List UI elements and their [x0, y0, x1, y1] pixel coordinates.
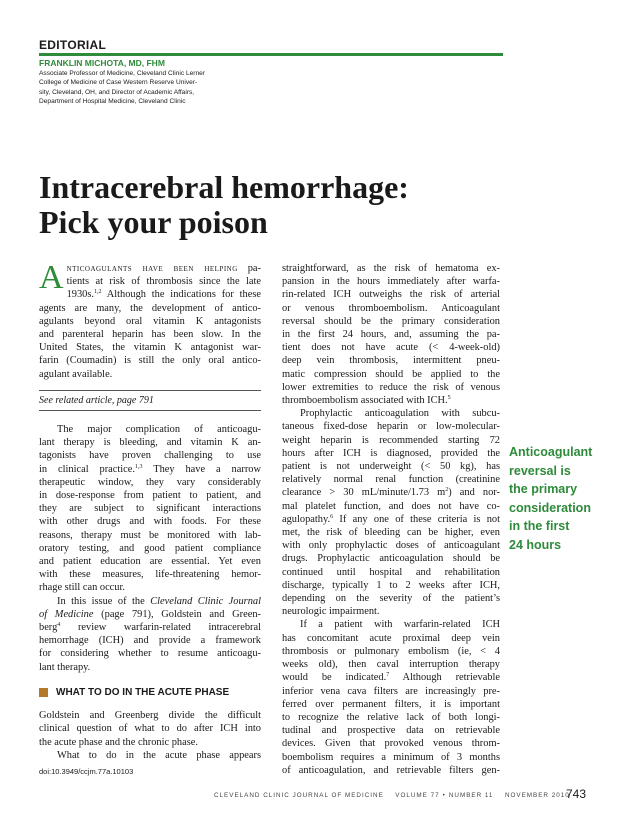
- journal-name: of Medicine: [39, 608, 94, 620]
- text-line: deep vein thrombosis, intermittent pneu-: [282, 355, 500, 367]
- text-line: Prophylactic anticoagulation with subcu-: [300, 408, 500, 420]
- text-line: farin (Coumadin) is still the only oral antico-: [39, 355, 261, 367]
- citation: 5: [447, 395, 451, 402]
- text-fragment: berg: [39, 622, 58, 634]
- text-line: agulants beyond oral vitamin K antagonists: [39, 315, 261, 327]
- footer-journal: CLEVELAND CLINIC JOURNAL OF MEDICINE: [214, 792, 384, 799]
- text-line: in dose-response from patient to patient, and: [39, 490, 261, 502]
- text-line: continued until hospital and rehabilitation: [282, 566, 500, 578]
- text-line: has concomitant acute proximal deep vein: [282, 632, 500, 644]
- text-fragment: In this issue of the: [57, 595, 151, 607]
- subhead-square-icon: [39, 688, 48, 697]
- text-line: Goldstein and Greenberg divide the difficult: [39, 710, 261, 722]
- text-line: [39, 608, 261, 621]
- affiliation-line: Associate Professor of Medicine, Cleveland Clinic Lerner: [39, 70, 206, 77]
- citation: 1,3: [134, 463, 143, 470]
- running-footer: CLEVELAND CLINIC JOURNAL OF MEDICINE VOLUME 77 • NUMBER 11 NOVEMBER 2010: [214, 792, 570, 799]
- paragraph: [39, 709, 261, 749]
- section-subhead: [39, 686, 261, 699]
- subhead-text: WHAT TO DO IN THE ACUTE PHASE: [56, 686, 230, 698]
- text-line: met, the risk of bleeding can be higher, even: [282, 527, 500, 539]
- text-line: inferior vena cava filters are increasingly pre-: [282, 685, 500, 697]
- text-line: lant therapy.: [39, 661, 91, 673]
- doi: doi:10.3949/ccjm.77a.10103: [39, 767, 134, 776]
- lead-paragraph: [39, 259, 261, 381]
- text-line: [282, 671, 500, 684]
- text-line: boembolism requires a minimum of 3 months: [282, 751, 500, 763]
- paragraph: [39, 423, 261, 595]
- text-line: with these measures, life-threatening hemor-: [39, 569, 261, 581]
- title-line-2: Pick your poison: [39, 204, 268, 240]
- spacer: [39, 674, 261, 684]
- text-line: relatively normal renal function (creatinine: [282, 474, 500, 486]
- text-fragment: They have a narrow: [142, 463, 261, 475]
- text-line: to recognize the relative lack of both longi-: [282, 711, 500, 723]
- text-line: the acute phase and the chronic phase.: [39, 736, 198, 748]
- lead-smallcaps: nticoagulants have been helping: [66, 263, 238, 274]
- text-line: hours after ICH is diagnosed, provided the: [282, 447, 500, 459]
- text-line: devices. Given that provoked venous throm-: [282, 738, 500, 750]
- text-line: The major complication of anticoagu-: [57, 424, 261, 436]
- footer-number: NUMBER 11: [448, 792, 494, 799]
- text-line: they are subject to significant interactions: [39, 503, 261, 515]
- text-line: for considering whether to resume anticoagu-: [39, 648, 261, 660]
- text-line: reasons, therapy must be monitored with lab-: [39, 529, 261, 541]
- text-fragment: If any one of these criteria is not: [333, 513, 500, 525]
- text-line: What to do in the acute phase appears: [57, 749, 261, 761]
- text-line: therapeutic window, they vary considerably: [39, 476, 261, 488]
- text-fragment: thromboembolism associated with ICH.: [282, 395, 448, 407]
- text-line: taneous fixed-dose heparin or low-molecular-: [282, 421, 500, 433]
- left-column: [39, 259, 261, 762]
- text-line: weeks old), then caval interruption therapy: [282, 659, 500, 671]
- text-line: matic compression should be applied to the: [282, 368, 500, 380]
- text-line: tients at risk of thrombosis since the late: [66, 276, 261, 288]
- text-line: and parenteral heparin has been slow. In the: [39, 329, 261, 341]
- text-line: hemorrhage (ICH) and provide a framework: [39, 635, 261, 647]
- text-line: discharge, typically 1 to 2 weeks after ICH,: [282, 579, 500, 591]
- pull-quote-line: in the first: [509, 519, 570, 533]
- text-line: weight heparin is recommended starting 72: [282, 434, 500, 446]
- text-fragment: review warfarin-related intracerebral: [60, 622, 261, 634]
- text-line: pansion in the hours immediately after warfa-: [282, 276, 500, 288]
- text-line: or venous thromboembolism. Anticoagulant: [282, 302, 500, 314]
- text-fragment: 1930s.: [66, 289, 94, 301]
- paragraph: [282, 618, 500, 776]
- text-line: oratory testing, and good patient compliance: [39, 542, 261, 554]
- text-line: mal platelet function, and does not have co-: [282, 500, 500, 512]
- pull-quote-line: the primary: [509, 482, 578, 496]
- text-fragment: ) and nor-: [448, 487, 500, 499]
- citation: 7: [386, 672, 390, 679]
- text-line: rhage still can occur.: [39, 582, 125, 594]
- pull-quote: [509, 443, 609, 554]
- text-line: agulant available.: [39, 368, 113, 380]
- text-line: agents are many, the development of antico-: [39, 302, 261, 314]
- text-line: [39, 463, 261, 476]
- text-line: tagonists have proven challenging to use: [39, 450, 261, 462]
- footer-date: NOVEMBER 2010: [504, 792, 570, 799]
- text-line: in the first 24 hours, and, assuming the pa-: [282, 329, 500, 341]
- text-line: lower extremities to reduce the risk of venous: [282, 381, 500, 393]
- text-fragment: agulopathy.: [282, 513, 331, 525]
- title-line-1: Intracerebral hemorrhage:: [39, 169, 409, 205]
- text-line: drugs. Prophylactic anticoagulation should be: [282, 553, 500, 565]
- pull-quote-line: consideration: [509, 500, 591, 515]
- text-line: with other drugs and with foods. For these: [39, 516, 261, 528]
- text-line: thrombosis or pulmonary embolism (ie, < 4: [282, 645, 500, 657]
- text-fragment: Although the indications for these: [101, 289, 261, 301]
- text-line: clinical question of what to do after ICH into: [39, 723, 261, 735]
- text-line: If a patient with warfarin-related ICH: [300, 619, 500, 631]
- right-column: [282, 262, 500, 777]
- citation: 1,2: [94, 289, 102, 296]
- related-rule-bottom: [39, 410, 261, 411]
- text-line: neurologic impairment.: [282, 606, 380, 618]
- text-line: tudinal and prospective data on retrievable: [282, 725, 500, 737]
- header-rule: [39, 53, 503, 56]
- superscript: 2: [445, 487, 449, 494]
- text-fragment: in clinical practice.: [39, 463, 135, 475]
- text-line: depending on the severity of the patient’s: [282, 593, 500, 605]
- text-fragment: pa-: [237, 263, 261, 274]
- text-line: with only prophylactic doses of anticoagulant: [282, 540, 500, 552]
- text-line: [39, 288, 261, 301]
- text-line: patient is not underweight (< 50 kg), has: [282, 461, 500, 473]
- text-line: ferred over permanent filters, it is important: [282, 698, 500, 710]
- text-line: tient does not have acute (< 4-week-old): [282, 342, 500, 354]
- text-fragment: Although retrievable: [389, 672, 500, 684]
- text-line: straightforward, as the risk of hematoma ex-: [282, 263, 500, 274]
- text-line: and patient education are essential. Yet even: [39, 556, 261, 568]
- text-line: reversal should be the primary consideration: [282, 315, 500, 327]
- text-fragment: (page 791), Goldstein and Green-: [93, 608, 261, 620]
- text-fragment: clearance > 30 mL/minute/1.73 m: [282, 487, 446, 499]
- affiliation-line: sity, Cleveland, OH, and Director of Academic Affairs,: [39, 88, 195, 96]
- text-line: [282, 394, 500, 407]
- pull-quote-line: 24 hours: [509, 537, 562, 552]
- text-line: [39, 621, 261, 634]
- pull-quote-line: Anticoagulant: [509, 445, 593, 459]
- text-line: [282, 486, 500, 499]
- text-line: [39, 262, 261, 275]
- text-line: United States, the vitamin K antagonist war-: [39, 342, 261, 354]
- citation: 4: [57, 622, 61, 629]
- citation: 6: [330, 513, 334, 520]
- paragraph: [39, 595, 261, 674]
- pull-quote-line: reversal is: [509, 463, 571, 478]
- paragraph: [282, 407, 500, 618]
- text-line: of anticoagulation, and retrievable filters gen-: [282, 764, 500, 776]
- drop-cap: A: [39, 259, 64, 296]
- footer-volume: VOLUME 77: [395, 792, 440, 799]
- affiliation-line: College of Medicine of Case Western Reserve Univer-: [39, 79, 198, 87]
- page-number: 743: [566, 787, 587, 801]
- section-label: EDITORIAL: [39, 38, 107, 52]
- text-line: [39, 595, 261, 608]
- affiliation-line: Department of Hospital Medicine, Cleveland Clinic: [39, 98, 186, 106]
- text-line: rin-related ICH outweighs the risk of arterial: [282, 289, 500, 301]
- paragraph: [282, 262, 500, 407]
- journal-name: Cleveland Clinic Journal: [150, 595, 261, 607]
- author-name: FRANKLIN MICHOTA, MD, FHM: [39, 58, 165, 68]
- text-line: lant therapy is bleeding, and vitamin K an-: [39, 437, 261, 449]
- text-line: [282, 513, 500, 526]
- article-title: [39, 170, 409, 240]
- related-article-link[interactable]: See related article, page 791: [39, 394, 154, 406]
- text-fragment: would be indicated.: [282, 672, 387, 684]
- author-affiliation: [39, 69, 219, 107]
